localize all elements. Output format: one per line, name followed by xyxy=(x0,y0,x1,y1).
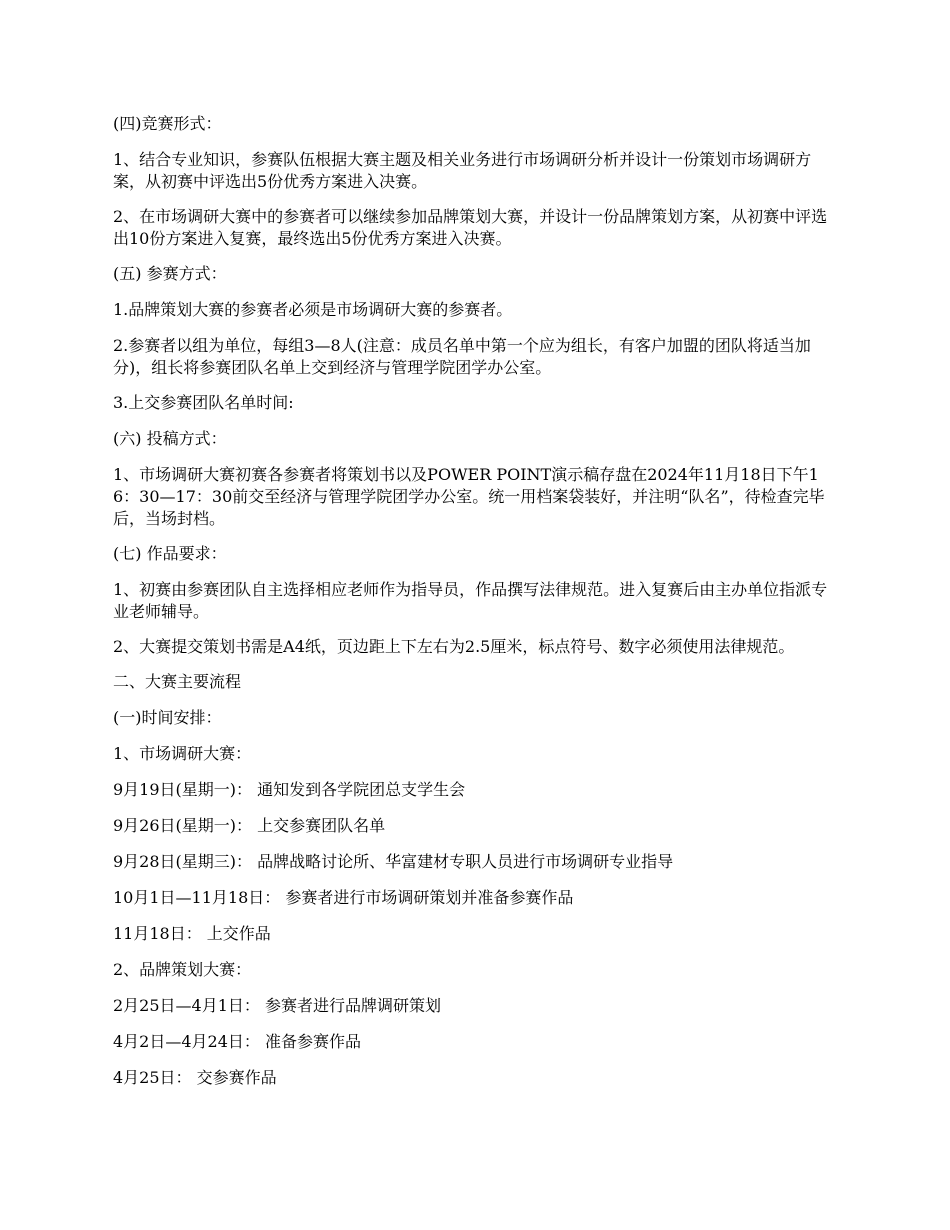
schedule-item: 11月18日： 上交作品 xyxy=(113,924,271,943)
paragraph-participation-2: 2.参赛者以组为单位，每组3—8人(注意：成员名单中第一个应为组长，有客户加盟的团队将适当加分)，组长将参赛团队名单上交到经济与管理学院团学办公室。 xyxy=(113,336,811,377)
schedule-item: 9月28日(星期三)： 品牌战略讨论所、华富建材专职人员进行市场调研专业指导 xyxy=(113,852,674,871)
section-heading-submission: (六) 投稿方式： xyxy=(113,429,227,448)
paragraph-format-2: 2、在市场调研大赛中的参赛者可以继续参加品牌策划大赛，并设计一份品牌策划方案，从初赛中评选出10份方案进入复赛，最终选出5份优秀方案进入决赛。 xyxy=(113,207,828,248)
paragraph-requirements-1: 1、初赛由参赛团队自主选择相应老师作为指导员，作品撰写法律规范。进入复赛后由主办单位指派专业老师辅导。 xyxy=(113,580,828,621)
schedule-item: 10月1日—11月18日： 参赛者进行市场调研策划并准备参赛作品 xyxy=(113,888,574,907)
schedule-item: 9月26日(星期一)： 上交参赛团队名单 xyxy=(113,816,386,835)
paragraph-requirements-2: 2、大赛提交策划书需是A4纸，页边距上下左右为2.5厘米，标点符号、数字必须使用法律规范。 xyxy=(113,637,795,656)
schedule-brand-planning-heading: 2、品牌策划大赛： xyxy=(113,960,252,979)
schedule-item: 4月25日： 交参赛作品 xyxy=(113,1068,277,1087)
schedule-item: 9月19日(星期一)： 通知发到各学院团总支学生会 xyxy=(113,780,466,799)
schedule-market-research-heading: 1、市场调研大赛： xyxy=(113,744,252,763)
section-heading-requirements: (七) 作品要求： xyxy=(113,544,227,563)
section-heading-schedule: (一)时间安排： xyxy=(113,708,222,727)
paragraph-submission-1: 1、市场调研大赛初赛各参赛者将策划书以及POWER POINT演示稿存盘在2024年11月18日下午16：30—17：30前交至经济与管理学院团学办公室。统一用档案袋装好，并注明“队名”，待检查完毕后，当场封档。 xyxy=(113,465,825,528)
document-body xyxy=(113,113,843,1103)
schedule-item: 4月2日—4月24日： 准备参赛作品 xyxy=(113,1032,361,1051)
section-heading-participation: (五) 参赛方式： xyxy=(113,264,227,283)
paragraph-participation-3: 3.上交参赛团队名单时间: xyxy=(113,393,294,412)
paragraph-participation-1: 1.品牌策划大赛的参赛者必须是市场调研大赛的参赛者。 xyxy=(113,300,513,319)
paragraph-format-1: 1、结合专业知识，参赛队伍根据大赛主题及相关业务进行市场调研分析并设计一份策划市场调研方案，从初赛中评选出5份优秀方案进入决赛。 xyxy=(113,150,812,191)
section-heading-competition-format: (四)竞赛形式： xyxy=(113,114,222,133)
schedule-item: 2月25日—4月1日： 参赛者进行品牌调研策划 xyxy=(113,996,441,1015)
section-heading-main-process: 二、大赛主要流程 xyxy=(113,672,242,691)
